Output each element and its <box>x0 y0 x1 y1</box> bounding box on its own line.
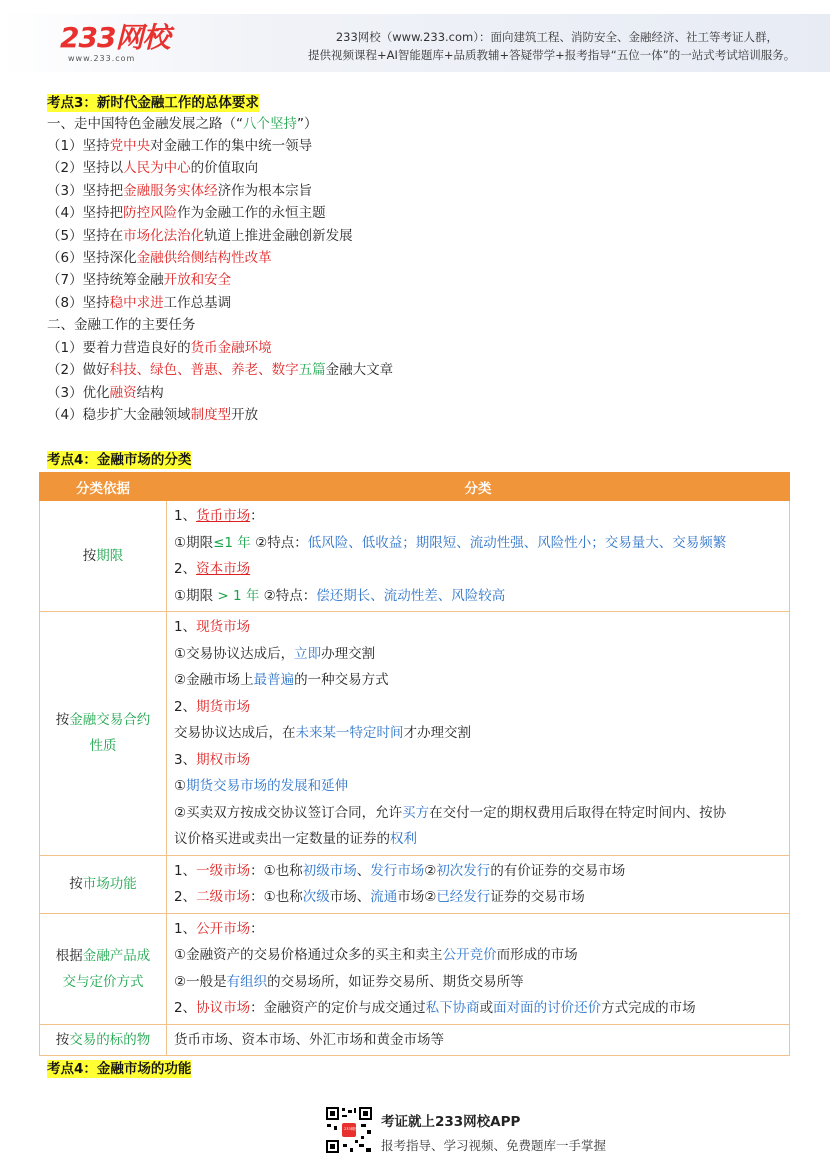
seg: 交易协议达成后，在 <box>174 725 296 741</box>
task-highlight: 融资 <box>109 385 137 401</box>
seg: ：①也称 <box>250 889 303 905</box>
value-line <box>174 800 783 827</box>
key-highlight: 交与定价方式 <box>62 973 144 990</box>
table-row <box>40 501 790 612</box>
item-number: （7） <box>47 272 83 288</box>
s3-item <box>47 226 353 246</box>
seg-blue: 初级市场 <box>302 862 357 879</box>
table-row <box>40 855 790 913</box>
header-desc-line2: 提供视频课程+AI智能题库+品质教辅+答疑带学+报考指导“五位一体”的一站式考试培训服务。 <box>308 48 796 62</box>
seg: 的有价证券的交易市场 <box>490 862 626 879</box>
seg: 才办理交割 <box>403 725 471 741</box>
row-key <box>40 855 167 913</box>
seg: ： <box>250 508 264 524</box>
header-desc-line1: 233网校（www.233.com）：面向建筑工程、消防安全、金融经济、社工等考证人群， <box>335 30 778 44</box>
seg: 1、 <box>174 508 197 524</box>
seg: 的交易场所，如证券交易所、期货交易所等 <box>267 973 524 990</box>
row-value <box>167 501 790 612</box>
footer-subtitle: 报考指导、学习视频、免费题库一手掌握 <box>381 1138 607 1153</box>
key-highlight: 交易的标的物 <box>69 1031 151 1048</box>
item-number: （4） <box>47 205 83 221</box>
task-text: 结构 <box>136 385 164 401</box>
item-text: 坚持把 <box>82 205 124 221</box>
seg: 的一种交易方式 <box>294 672 389 688</box>
seg: ①金融资产的交易价格通过众多的买主和卖主 <box>174 947 443 963</box>
s3-item <box>47 181 312 201</box>
seg: 或 <box>479 1000 494 1016</box>
value-line <box>174 503 783 530</box>
value-line <box>174 720 783 747</box>
row-value <box>167 913 790 1024</box>
qr-label: 233网校 <box>344 1127 358 1131</box>
section-4-title: 考点4：金融市场的分类 <box>47 452 192 468</box>
row-value <box>167 1024 790 1056</box>
seg: 2、 <box>174 889 197 905</box>
seg-red: 一级市场 <box>196 862 251 879</box>
seg: ①期限 <box>174 587 214 604</box>
table-row <box>40 612 790 856</box>
seg: ②一般是 <box>174 973 227 990</box>
seg: 方式完成的市场 <box>601 1000 696 1016</box>
seg-blue: 低风险、低收益；期限短、流动性强、风险性小；交易量大、交易频繁 <box>307 534 727 551</box>
seg-red: 期货市场 <box>196 698 251 715</box>
s3-part1-pre: 一、走中国特色金融发展之路（“ <box>47 116 243 132</box>
logo-url: www.233.com <box>68 54 136 63</box>
value-line: 货币市场、资本市场、外汇市场和黄金市场等 <box>174 1031 444 1048</box>
value-line <box>174 641 783 668</box>
s3-part1-post: ”） <box>297 116 318 132</box>
seg-red: 期权市场 <box>196 751 251 768</box>
seg: 在交付一定的期权费用后取得在特定时间内、按协 <box>429 804 727 821</box>
seg: ：①也称 <box>250 862 303 879</box>
seg-red: 货币市场 <box>196 508 251 524</box>
col-class-header: 分类 <box>167 473 790 501</box>
task-highlight: 科技、绿色、普惠、养老、数字 <box>109 362 299 378</box>
task-number: （1） <box>47 340 83 356</box>
task-number: （3） <box>47 385 83 401</box>
item-text: 坚持以 <box>82 160 124 176</box>
item-text: 济作为根本宗旨 <box>217 183 313 199</box>
seg: 证券的交易市场 <box>490 889 585 905</box>
logo-text: 233网校 <box>60 21 170 54</box>
seg: ①交易协议达成后， <box>174 645 295 662</box>
table-header-row <box>40 473 790 501</box>
item-highlight: 金融服务实体经 <box>123 183 218 199</box>
task-text: 稳步扩大金融领域 <box>82 407 191 423</box>
header-description <box>308 28 796 64</box>
s3-task-4 <box>47 405 258 425</box>
item-highlight: 人民为中心 <box>123 160 191 176</box>
task-highlight: 货币金融环境 <box>190 340 272 356</box>
value-line <box>174 583 783 610</box>
item-number: （3） <box>47 183 83 199</box>
s3-task-3 <box>47 383 164 403</box>
seg: 而形成的市场 <box>496 947 578 963</box>
task-text: 要着力营造良好的 <box>82 340 191 356</box>
section-4-heading <box>47 450 191 470</box>
section-3-heading <box>47 93 259 113</box>
seg: ②金融市场上 <box>174 672 254 688</box>
item-highlight: 金融供给侧结构性改革 <box>136 250 272 266</box>
seg-blue: 次级 <box>302 889 330 905</box>
row-value <box>167 612 790 856</box>
seg-blue: 私下协商 <box>425 1000 480 1016</box>
seg: ② <box>424 862 437 879</box>
key-highlight: 金融交易合约 <box>69 712 151 729</box>
item-text: 坚持 <box>82 295 110 311</box>
s3-item <box>47 203 326 223</box>
value-line <box>174 694 783 721</box>
task-text: 优化 <box>82 385 110 401</box>
row-key <box>40 501 167 612</box>
s3-part1 <box>47 114 318 134</box>
item-number: （8） <box>47 295 83 311</box>
seg: 1、 <box>174 862 197 879</box>
seg: 办理交割 <box>321 645 376 662</box>
value-line <box>174 995 783 1022</box>
item-text: 坚持 <box>82 138 110 154</box>
seg: 2、 <box>174 561 197 577</box>
seg-red: 资本市场 <box>196 561 251 577</box>
table-row <box>40 1024 790 1056</box>
seg-blue: 面对面的讨价还价 <box>493 1000 602 1016</box>
item-text: 坚持在 <box>82 228 124 244</box>
seg: 1、 <box>174 920 197 937</box>
value-line <box>174 826 783 853</box>
item-highlight: 市场化法治化 <box>123 228 205 244</box>
seg-blue: 有组织 <box>226 973 268 990</box>
s3-task-1 <box>47 338 272 358</box>
value-line <box>174 858 783 885</box>
seg-blue: 已经发行 <box>436 889 491 905</box>
s3-item <box>47 248 272 268</box>
value-line <box>174 667 783 694</box>
row-key <box>40 913 167 1024</box>
task-number: （2） <box>47 362 83 378</box>
key-text: 按 <box>55 712 70 729</box>
item-text: 工作总基调 <box>163 295 232 311</box>
seg-red: 协议市场 <box>196 1000 251 1016</box>
logo[interactable] <box>60 21 170 63</box>
seg-red: 现货市场 <box>196 619 251 635</box>
seg: ②特点： <box>259 587 317 604</box>
seg: 、 <box>356 862 371 879</box>
item-number: （2） <box>47 160 83 176</box>
task-text: 金融大文章 <box>325 362 394 378</box>
s3-item <box>47 158 258 178</box>
seg: ：金融资产的定价与成交通过 <box>250 1000 426 1016</box>
value-line <box>174 556 783 583</box>
item-text: 坚持统筹金融 <box>82 272 164 288</box>
task-text: 开放 <box>231 407 259 423</box>
key-highlight: 金融产品成 <box>82 947 151 964</box>
s3-item <box>47 293 231 313</box>
item-text: 坚持深化 <box>82 250 137 266</box>
seg: ： <box>250 920 264 937</box>
item-text: 的价值取向 <box>190 160 259 176</box>
seg-blue: 发行市场 <box>370 862 425 879</box>
value-line <box>174 942 783 969</box>
seg: ②特点： <box>250 534 308 551</box>
seg-blue: 权利 <box>390 831 417 847</box>
row-key <box>40 1024 167 1056</box>
seg: ① <box>174 778 187 794</box>
seg-blue: 最普遍 <box>253 672 295 688</box>
key-text: 按 <box>82 548 97 564</box>
seg-blue: 立即 <box>294 645 322 662</box>
section-5-title: 考点4：金融市场的功能 <box>47 1061 192 1077</box>
seg-green: > 1 年 <box>213 587 260 604</box>
item-text: 轨道上推进金融创新发展 <box>204 228 353 244</box>
s3-part2: 二、金融工作的主要任务 <box>47 317 196 333</box>
seg-red: 公开市场 <box>196 920 251 937</box>
seg-blue: 初次发行 <box>436 862 491 879</box>
classification-table <box>39 472 790 1056</box>
seg: ②买卖双方按成交协议签订合同，允许 <box>174 804 403 821</box>
item-number: （5） <box>47 228 83 244</box>
row-key <box>40 612 167 856</box>
value-line <box>174 969 783 996</box>
item-number: （1） <box>47 138 83 154</box>
seg: 2、 <box>174 1000 197 1016</box>
item-highlight: 开放和安全 <box>163 272 232 288</box>
item-highlight: 稳中求进 <box>109 295 164 311</box>
s3-item <box>47 270 231 290</box>
value-line <box>174 773 783 800</box>
row-value <box>167 855 790 913</box>
task-highlight: 制度型 <box>190 407 232 423</box>
seg-blue: 未来某一特定时间 <box>295 725 404 741</box>
key-highlight: 期限 <box>96 548 124 564</box>
seg-blue: 偿还期长、流动性差、风险较高 <box>316 587 506 604</box>
col-basis-header: 分类依据 <box>40 473 167 501</box>
seg-green: ≤1 年 <box>213 534 251 551</box>
item-highlight: 党中央 <box>109 138 151 154</box>
section-3-title: 考点3：新时代金融工作的总体要求 <box>47 95 259 111</box>
seg-red: 二级市场 <box>196 889 251 905</box>
seg: 2、 <box>174 698 197 715</box>
seg: 1、 <box>174 619 197 635</box>
task-highlight-green: 五篇 <box>298 362 326 378</box>
value-line <box>174 747 783 774</box>
key-highlight: 市场功能 <box>82 876 137 892</box>
key-text: 根据 <box>55 947 83 964</box>
seg: 市场② <box>397 889 437 905</box>
item-text: 作为金融工作的永恒主题 <box>177 205 326 221</box>
key-highlight: 性质 <box>89 738 117 755</box>
item-highlight: 防控风险 <box>123 205 178 221</box>
key-text: 按 <box>69 876 83 892</box>
item-text: 对金融工作的集中统一领导 <box>150 138 313 154</box>
seg: ①期限 <box>174 534 214 551</box>
footer-title: 考证就上233网校APP <box>381 1114 521 1130</box>
seg: 3、 <box>174 751 197 768</box>
s3-item <box>47 136 312 156</box>
value-line <box>174 916 783 943</box>
key-text: 按 <box>55 1031 70 1048</box>
task-number: （4） <box>47 407 83 423</box>
value-line <box>174 614 783 641</box>
task-text: 做好 <box>82 362 110 378</box>
section-5-heading <box>47 1059 191 1079</box>
seg-blue: 流通 <box>370 889 398 905</box>
s3-task-2 <box>47 360 393 380</box>
seg-blue: 公开竞价 <box>442 947 497 963</box>
s3-part1-highlight: 八个坚持 <box>243 116 297 132</box>
seg-blue: 期货交易市场的发展和延伸 <box>186 778 349 794</box>
seg: 市场、 <box>329 889 371 905</box>
item-number: （6） <box>47 250 83 266</box>
value-line <box>174 530 783 557</box>
item-text: 坚持把 <box>82 183 124 199</box>
seg: 议价格买进或卖出一定数量的证券的 <box>174 831 390 847</box>
value-line <box>174 884 783 911</box>
seg-blue: 买方 <box>402 804 430 821</box>
table-row <box>40 913 790 1024</box>
